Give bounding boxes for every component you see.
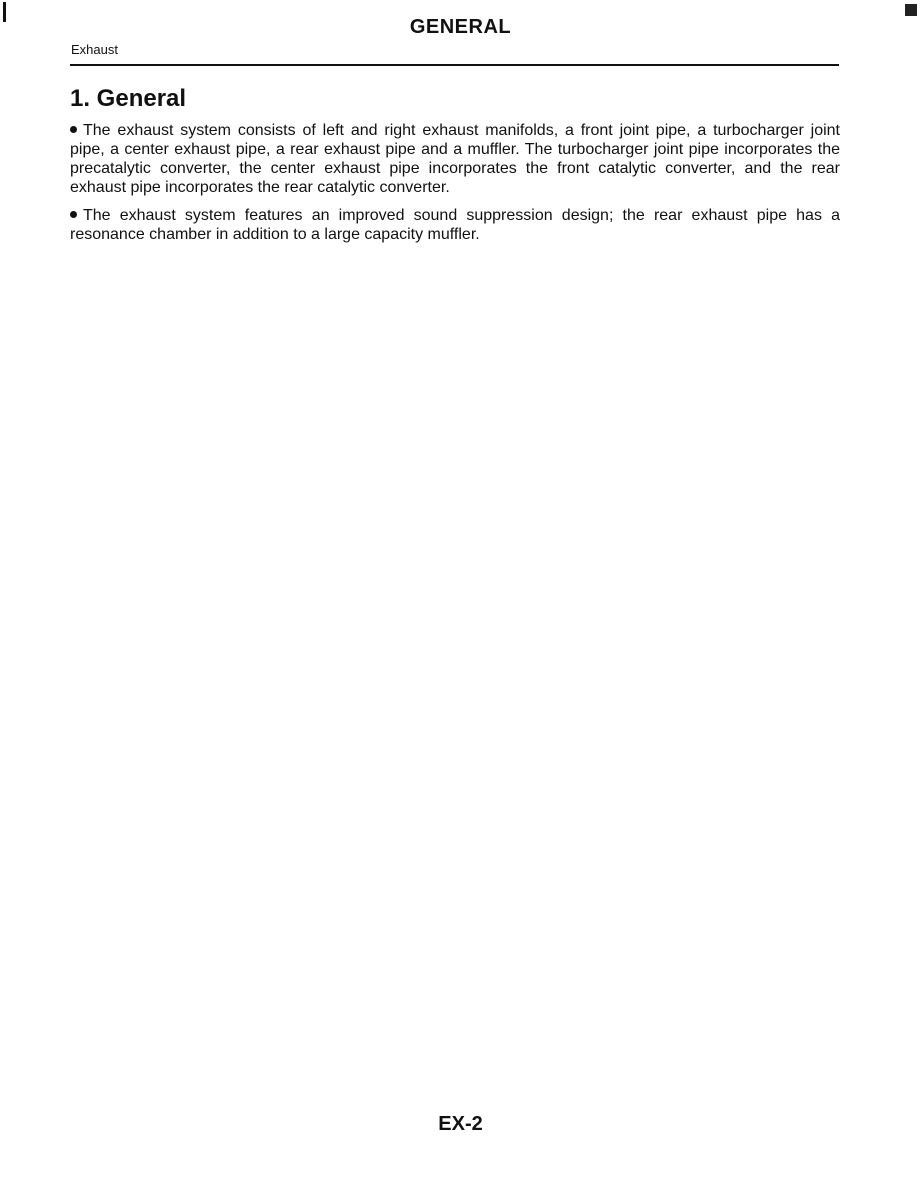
section-heading: 1. General: [70, 85, 187, 112]
corner-registration-mark: [905, 4, 917, 16]
page-number: EX-2: [438, 1113, 483, 1135]
bullet-paragraph: [70, 121, 840, 197]
bullet-icon: [70, 211, 77, 218]
section-label: Exhaust: [71, 42, 118, 57]
section-body: [70, 121, 840, 253]
bullet-icon: [70, 126, 77, 133]
page-header-title: GENERAL: [409, 16, 512, 38]
bullet-text: The exhaust system consists of left and right exhaust manifolds, a front joint pipe, a turbocharger joint pipe, a center exhaust pipe, a rear exhaust pipe and a muffler. The turbocharger joint pipe incorporates the precatalytic converter, the center exhaust pipe incorporates the front catalytic converter, and the rear exhaust pipe incorporates the rear catalytic converter.: [70, 122, 840, 196]
header-divider: [70, 64, 839, 66]
bullet-text: The exhaust system features an improved sound suppression design; the rear exhaust pipe has a resonance chamber in addition to a large capacity muffler.: [70, 207, 840, 243]
bullet-paragraph: [70, 206, 840, 244]
